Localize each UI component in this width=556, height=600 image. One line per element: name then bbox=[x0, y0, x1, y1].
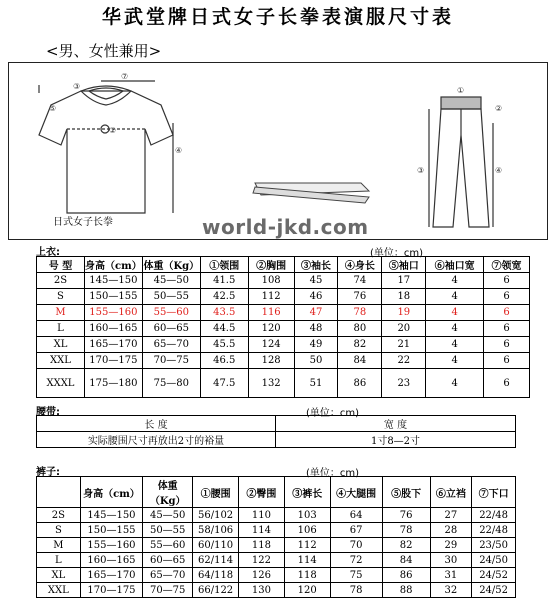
pants-cell: 27 bbox=[430, 508, 472, 523]
pants-cell: 31 bbox=[430, 568, 472, 583]
svg-text:④: ④ bbox=[175, 146, 183, 155]
top-cell: 175—180 bbox=[84, 369, 142, 398]
top-size-row bbox=[37, 353, 530, 369]
pants-cell: 50—55 bbox=[143, 523, 193, 538]
top-cell: 6 bbox=[484, 353, 530, 369]
top-cell: 21 bbox=[382, 337, 426, 353]
belt-header-width: 宽 度 bbox=[276, 416, 516, 432]
top-cell: 55—60 bbox=[142, 305, 200, 321]
top-cell: 75—80 bbox=[142, 369, 200, 398]
pants-cell: 64 bbox=[330, 508, 382, 523]
svg-text:⑤: ⑤ bbox=[49, 104, 57, 113]
top-header-cell: ③袖长 bbox=[294, 257, 338, 273]
top-cell: 6 bbox=[484, 305, 530, 321]
top-cell: 6 bbox=[484, 337, 530, 353]
pants-cell: 22/48 bbox=[472, 523, 516, 538]
pants-cell: 82 bbox=[382, 538, 430, 553]
top-cell: 6 bbox=[484, 369, 530, 398]
top-unit: (单位：cm) bbox=[370, 248, 424, 259]
pants-cell: 70—75 bbox=[143, 583, 193, 598]
pants-cell: 24/52 bbox=[472, 583, 516, 598]
belt-section-label: 腰带: bbox=[36, 407, 60, 418]
top-cell: 19 bbox=[382, 305, 426, 321]
top-cell: 4 bbox=[426, 337, 484, 353]
top-cell: 84 bbox=[338, 353, 382, 369]
pants-cell: 118 bbox=[238, 538, 284, 553]
pants-cell: 86 bbox=[382, 568, 430, 583]
top-cell: 4 bbox=[426, 353, 484, 369]
top-cell: 45—50 bbox=[142, 273, 200, 289]
pants-cell: 60/110 bbox=[193, 538, 239, 553]
pants-cell: 22/48 bbox=[472, 508, 516, 523]
pants-cell: 75 bbox=[330, 568, 382, 583]
pants-header-cell: ④大腿围 bbox=[330, 477, 382, 508]
pants-cell: 88 bbox=[382, 583, 430, 598]
top-header-cell: ①领围 bbox=[200, 257, 248, 273]
pants-cell: 55—60 bbox=[143, 538, 193, 553]
pants-cell: 106 bbox=[284, 523, 330, 538]
top-cell: XXXL bbox=[37, 369, 85, 398]
top-cell: 50—55 bbox=[142, 289, 200, 305]
pants-cell: 67 bbox=[330, 523, 382, 538]
belt-width-value: 1寸8—2寸 bbox=[276, 432, 516, 448]
top-cell: S bbox=[37, 289, 85, 305]
top-size-table bbox=[36, 256, 530, 398]
top-cell: 46 bbox=[294, 289, 338, 305]
top-cell: 43.5 bbox=[200, 305, 248, 321]
pants-cell: 126 bbox=[238, 568, 284, 583]
top-cell: 128 bbox=[248, 353, 294, 369]
top-cell: 47 bbox=[294, 305, 338, 321]
top-header-cell: ⑥袖口宽 bbox=[426, 257, 484, 273]
pants-cell: 32 bbox=[430, 583, 472, 598]
top-cell: 17 bbox=[382, 273, 426, 289]
pants-header-cell: ③裤长 bbox=[284, 477, 330, 508]
top-cell: 112 bbox=[248, 289, 294, 305]
top-cell: 165—170 bbox=[84, 337, 142, 353]
svg-text:①: ① bbox=[457, 86, 465, 95]
top-size-row bbox=[37, 305, 530, 321]
top-cell: 6 bbox=[484, 321, 530, 337]
top-cell: 23 bbox=[382, 369, 426, 398]
top-header-cell: 号 型 bbox=[37, 257, 85, 273]
pants-header-cell: ①腰围 bbox=[193, 477, 239, 508]
top-cell: 86 bbox=[338, 369, 382, 398]
pants-cell: 78 bbox=[382, 523, 430, 538]
belt-header-length: 长 度 bbox=[37, 416, 276, 432]
top-cell: 150—155 bbox=[84, 289, 142, 305]
belt-drawing bbox=[253, 183, 369, 203]
garment-figure bbox=[8, 62, 548, 240]
pants-cell: 160—165 bbox=[80, 553, 142, 568]
svg-text:⑦: ⑦ bbox=[121, 72, 129, 81]
pants-cell: 150—155 bbox=[80, 523, 142, 538]
top-cell: 108 bbox=[248, 273, 294, 289]
svg-text:②: ② bbox=[495, 104, 503, 113]
pants-size-row bbox=[37, 523, 516, 538]
pants-drawing bbox=[429, 97, 493, 227]
top-cell: 2S bbox=[37, 273, 85, 289]
top-header-cell: 身高（cm） bbox=[84, 257, 142, 273]
pants-size-row bbox=[37, 583, 516, 598]
pants-cell: 145—150 bbox=[80, 508, 142, 523]
pants-cell: 28 bbox=[430, 523, 472, 538]
svg-text:④: ④ bbox=[495, 166, 503, 175]
pants-header-cell: ②臀围 bbox=[238, 477, 284, 508]
top-size-row bbox=[37, 289, 530, 305]
svg-text:③: ③ bbox=[417, 166, 425, 175]
page-title: 华武堂牌日式女子长拳表演服尺寸表 bbox=[101, 6, 454, 28]
top-cell: 41.5 bbox=[200, 273, 248, 289]
top-header-cell: ②胸围 bbox=[248, 257, 294, 273]
top-cell: 78 bbox=[338, 305, 382, 321]
pants-header-row bbox=[37, 477, 516, 508]
top-cell: 47.5 bbox=[200, 369, 248, 398]
top-cell: 70—75 bbox=[142, 353, 200, 369]
pants-cell: 24/50 bbox=[472, 553, 516, 568]
top-cell: 42.5 bbox=[200, 289, 248, 305]
pants-cell: 62/114 bbox=[193, 553, 239, 568]
top-cell: 120 bbox=[248, 321, 294, 337]
pants-header-cell bbox=[37, 477, 81, 508]
pants-size-row bbox=[37, 538, 516, 553]
top-cell: 74 bbox=[338, 273, 382, 289]
top-cell: 160—165 bbox=[84, 321, 142, 337]
pants-cell: 114 bbox=[238, 523, 284, 538]
top-cell: 82 bbox=[338, 337, 382, 353]
pants-cell: 24/52 bbox=[472, 568, 516, 583]
pants-cell: 114 bbox=[284, 553, 330, 568]
pants-cell: 84 bbox=[382, 553, 430, 568]
top-header-cell: ⑤袖口 bbox=[382, 257, 426, 273]
top-cell: 4 bbox=[426, 273, 484, 289]
pants-cell: 112 bbox=[284, 538, 330, 553]
top-cell: 4 bbox=[426, 305, 484, 321]
top-cell: 22 bbox=[382, 353, 426, 369]
top-cell: 51 bbox=[294, 369, 338, 398]
pants-cell: S bbox=[37, 523, 81, 538]
top-size-row bbox=[37, 337, 530, 353]
svg-text:②: ② bbox=[109, 126, 117, 135]
pants-cell: 64/118 bbox=[193, 568, 239, 583]
pants-cell: 30 bbox=[430, 553, 472, 568]
subtitle: <男、女性兼用> bbox=[46, 42, 162, 60]
pants-cell: 170—175 bbox=[80, 583, 142, 598]
top-header-cell: ④身长 bbox=[338, 257, 382, 273]
shirt-label: 日式女子长拳 bbox=[53, 217, 113, 228]
svg-text:③: ③ bbox=[73, 82, 81, 91]
pants-cell: 122 bbox=[238, 553, 284, 568]
pants-cell: 76 bbox=[382, 508, 430, 523]
belt-unit: (单位：cm) bbox=[306, 408, 360, 419]
pants-size-row bbox=[37, 508, 516, 523]
shirt-drawing bbox=[39, 81, 173, 213]
top-cell: 4 bbox=[426, 321, 484, 337]
pants-cell: 23/50 bbox=[472, 538, 516, 553]
top-cell: M bbox=[37, 305, 85, 321]
top-cell: 155—160 bbox=[84, 305, 142, 321]
top-cell: 45.5 bbox=[200, 337, 248, 353]
top-cell: 145—150 bbox=[84, 273, 142, 289]
top-cell: XXL bbox=[37, 353, 85, 369]
top-cell: 116 bbox=[248, 305, 294, 321]
pants-header-cell: ⑦下口 bbox=[472, 477, 516, 508]
pants-cell: 70 bbox=[330, 538, 382, 553]
top-cell: 45 bbox=[294, 273, 338, 289]
belt-length-value: 实际腰围尺寸再放出2寸的裕量 bbox=[37, 432, 276, 448]
pants-cell: 60—65 bbox=[143, 553, 193, 568]
pants-header-cell: 体重（Kg） bbox=[143, 477, 193, 508]
top-cell: 18 bbox=[382, 289, 426, 305]
pants-cell: 110 bbox=[238, 508, 284, 523]
top-cell: 6 bbox=[484, 273, 530, 289]
watermark: world-jkd.com bbox=[202, 215, 369, 239]
pants-cell: 165—170 bbox=[80, 568, 142, 583]
pants-size-row bbox=[37, 553, 516, 568]
top-size-row bbox=[37, 273, 530, 289]
top-cell: 48 bbox=[294, 321, 338, 337]
pants-cell: 120 bbox=[284, 583, 330, 598]
pants-size-row bbox=[37, 568, 516, 583]
pants-header-cell: ⑥立裆 bbox=[430, 477, 472, 508]
pants-cell: M bbox=[37, 538, 81, 553]
pants-cell: 155—160 bbox=[80, 538, 142, 553]
top-cell: 44.5 bbox=[200, 321, 248, 337]
top-section-label: 上衣: bbox=[36, 247, 60, 258]
top-cell: 65—70 bbox=[142, 337, 200, 353]
pants-cell: 65—70 bbox=[143, 568, 193, 583]
pants-cell: 103 bbox=[284, 508, 330, 523]
top-cell: L bbox=[37, 321, 85, 337]
top-cell: 80 bbox=[338, 321, 382, 337]
pants-header-cell: ⑤股下 bbox=[382, 477, 430, 508]
top-cell: 4 bbox=[426, 289, 484, 305]
pants-size-table bbox=[36, 476, 516, 598]
pants-header-cell: 身高（cm） bbox=[80, 477, 142, 508]
pants-cell: 118 bbox=[284, 568, 330, 583]
top-cell: 60—65 bbox=[142, 321, 200, 337]
pants-cell: XL bbox=[37, 568, 81, 583]
pants-cell: 130 bbox=[238, 583, 284, 598]
top-cell: 4 bbox=[426, 369, 484, 398]
pants-cell: XXL bbox=[37, 583, 81, 598]
top-cell: 132 bbox=[248, 369, 294, 398]
pants-cell: 56/102 bbox=[193, 508, 239, 523]
pants-cell: 2S bbox=[37, 508, 81, 523]
top-cell: 49 bbox=[294, 337, 338, 353]
pants-cell: 29 bbox=[430, 538, 472, 553]
top-header-cell: ⑦领宽 bbox=[484, 257, 530, 273]
pants-cell: 66/122 bbox=[193, 583, 239, 598]
pants-cell: L bbox=[37, 553, 81, 568]
pants-section-label: 裤子: bbox=[36, 467, 60, 478]
top-header-row bbox=[37, 257, 530, 273]
top-cell: 76 bbox=[338, 289, 382, 305]
top-size-row bbox=[37, 369, 530, 398]
pants-cell: 78 bbox=[330, 583, 382, 598]
pants-cell: 45—50 bbox=[143, 508, 193, 523]
top-cell: 124 bbox=[248, 337, 294, 353]
pants-cell: 72 bbox=[330, 553, 382, 568]
pants-unit: (单位：cm) bbox=[306, 468, 360, 479]
top-cell: 46.5 bbox=[200, 353, 248, 369]
top-header-cell: 体重（Kg） bbox=[142, 257, 200, 273]
top-size-row bbox=[37, 321, 530, 337]
top-cell: 170—175 bbox=[84, 353, 142, 369]
pants-cell: 58/106 bbox=[193, 523, 239, 538]
top-cell: 50 bbox=[294, 353, 338, 369]
top-cell: 20 bbox=[382, 321, 426, 337]
top-cell: XL bbox=[37, 337, 85, 353]
belt-size-table bbox=[36, 415, 516, 448]
top-cell: 6 bbox=[484, 289, 530, 305]
